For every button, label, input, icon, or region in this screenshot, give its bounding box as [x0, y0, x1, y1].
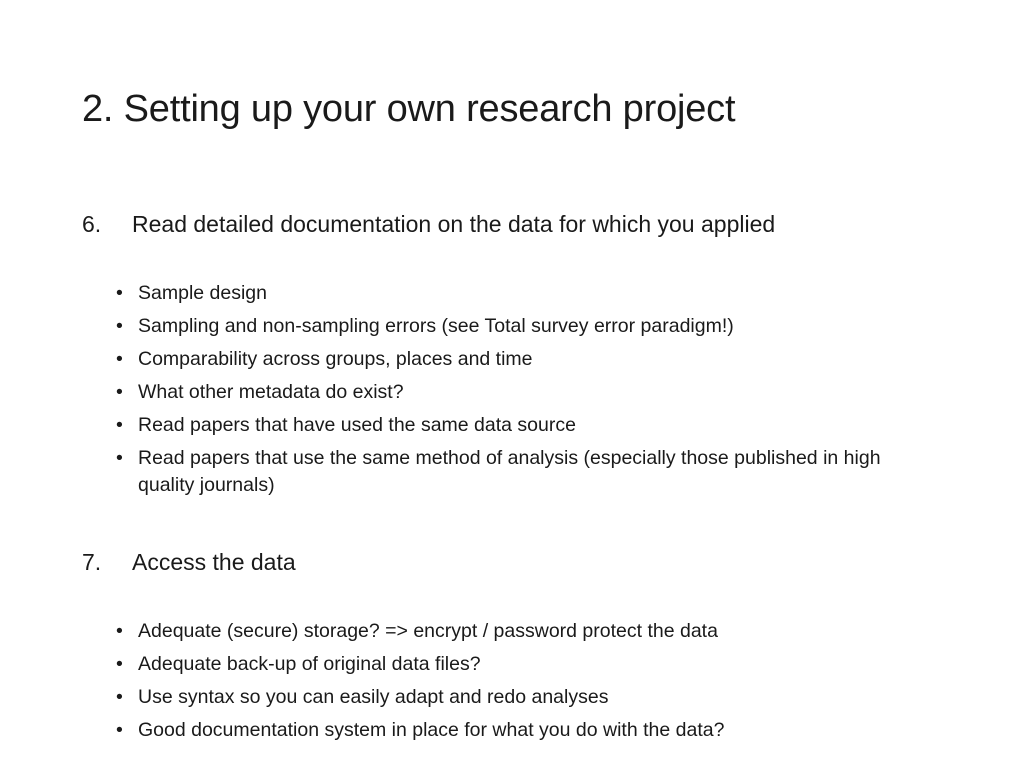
section-heading: [82, 209, 982, 239]
bullet-list: [114, 280, 894, 505]
bullet-item: [114, 717, 894, 744]
bullet-item: [114, 445, 894, 499]
bullet-text: Sample design: [138, 282, 267, 304]
bullet-item: [114, 651, 894, 678]
bullet-icon: •: [116, 653, 123, 675]
bullet-icon: •: [116, 381, 123, 403]
bullet-item: [114, 412, 894, 439]
bullet-text: Read papers that use the same method of analysis (especially those published in high quality journals): [138, 447, 881, 496]
bullet-icon: •: [116, 315, 123, 337]
bullet-text: Read papers that have used the same data source: [138, 414, 576, 436]
bullet-text: Comparability across groups, places and time: [138, 348, 533, 370]
section-documentation: [82, 209, 982, 496]
section-access-data: [82, 547, 982, 741]
bullet-icon: •: [116, 348, 123, 370]
bullet-icon: •: [116, 686, 123, 708]
bullet-icon: •: [116, 282, 123, 304]
section-heading-text: Access the data: [132, 549, 296, 575]
bullet-item: [114, 346, 894, 373]
bullet-list: [114, 618, 894, 750]
bullet-item: [114, 618, 894, 645]
bullet-icon: •: [116, 719, 123, 741]
bullet-icon: •: [116, 620, 123, 642]
bullet-text: Sampling and non-sampling errors (see Total survey error paradigm!): [138, 315, 734, 337]
bullet-item: [114, 684, 894, 711]
bullet-item: [114, 379, 894, 406]
slide-title: 2. Setting up your own research project: [82, 88, 736, 130]
section-heading: [82, 547, 982, 577]
bullet-item: [114, 313, 894, 340]
bullet-icon: •: [116, 414, 123, 436]
bullet-item: [114, 280, 894, 307]
bullet-text: Use syntax so you can easily adapt and redo analyses: [138, 686, 609, 708]
section-heading-text: Read detailed documentation on the data for which you applied: [132, 211, 776, 237]
bullet-text: Adequate (secure) storage? => encrypt / password protect the data: [138, 620, 718, 642]
section-number: 6.: [82, 211, 102, 237]
bullet-text: Adequate back-up of original data files?: [138, 653, 481, 675]
bullet-text: Good documentation system in place for what you do with the data?: [138, 719, 725, 741]
section-number: 7.: [82, 549, 102, 575]
bullet-text: What other metadata do exist?: [138, 381, 404, 403]
bullet-icon: •: [116, 447, 123, 469]
